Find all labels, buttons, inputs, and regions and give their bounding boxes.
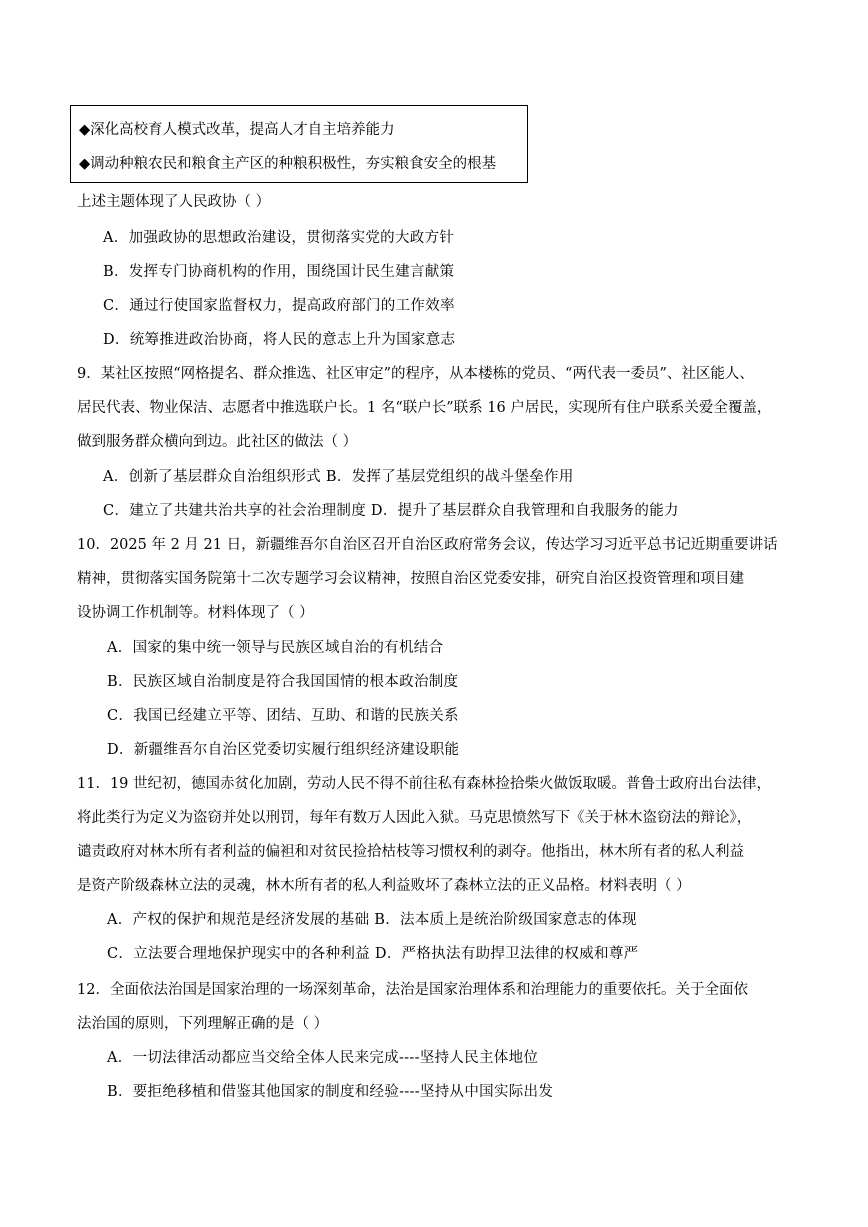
q8-option-a: A．加强政协的思想政治建设，贯彻落实党的大政方针 [103, 230, 455, 246]
theme-bullet-1: ◆深化高校育人模式改革，提高人才自主培养能力 [79, 122, 395, 138]
q9-stem-line-3: 做到服务群众横向到边。此社区的做法（ ） [77, 434, 358, 450]
q11-options-ab: A．产权的保护和规范是经济发展的基础 B．法本质上是统治阶级国家意志的体现 [107, 912, 637, 928]
q12-stem-line-2: 法治国的原则，下列理解正确的是（ ） [77, 1016, 329, 1032]
q8-option-b: B．发挥专门协商机构的作用，围绕国计民生建言献策 [103, 264, 455, 280]
q9-stem-line-1: 9．某社区按照“网格提名、群众推选、社区审定”的程序，从本楼栋的党员、“两代表一委员”、社区能人、 [77, 366, 754, 382]
q10-option-d: D．新疆维吾尔自治区党委切实履行组织经济建设职能 [107, 742, 460, 758]
q11-options-cd: C．立法要合理地保护现实中的各种利益 D．严格执法有助捍卫法律的权威和尊严 [107, 946, 639, 962]
q12-stem-line-1: 12．全面依法治国是国家治理的一场深刻革命，法治是国家治理体系和治理能力的重要依托。关于全面依 [77, 982, 748, 998]
q12-option-a: A．一切法律活动都应当交给全体人民来完成----坚持人民主体地位 [107, 1050, 539, 1066]
q10-option-a: A．国家的集中统一领导与民族区域自治的有机结合 [107, 640, 444, 656]
q11-stem-line-3: 谴责政府对林木所有者利益的偏袒和对贫民捡拾枯枝等习惯权利的剥夺。他指出，林木所有者的私人利益 [77, 844, 744, 860]
q9-stem-line-2: 居民代表、物业保洁、志愿者中推选联户长。1 名“联户长”联系 16 户居民，实现所有住户联系关爱全覆盖， [77, 400, 772, 416]
q10-stem-line-1: 10．2025 年 2 月 21 日，新疆维吾尔自治区召开自治区政府常务会议，传达学习习近平总书记近期重要讲话 [77, 537, 778, 553]
theme-bullet-2: ◆调动种粮农民和粮食主产区的种粮积极性，夯实粮食安全的根基 [79, 156, 497, 172]
q9-options-ab: A．创新了基层群众自治组织形式 B．发挥了基层党组织的战斗堡垒作用 [103, 469, 574, 485]
q11-stem-line-1: 11．19 世纪初，德国赤贫化加剧，劳动人民不得不前往私有森林捡拾柴火做饭取暖。普鲁士政府出台法律， [77, 776, 772, 792]
q10-stem-line-3: 设协调工作机制等。材料体现了（ ） [77, 605, 314, 621]
q10-stem-line-2: 精神，贯彻落实国务院第十二次专题学习会议精神，按照自治区党委安排，研究自治区投资管理和项目建 [77, 571, 744, 587]
q8-option-d: D．统筹推进政治协商，将人民的意志上升为国家意志 [103, 332, 456, 348]
q9-options-cd: C．建立了共建共治共享的社会治理制度 D．提升了基层群众自我管理和自我服务的能力 [103, 503, 679, 519]
q12-option-b: B．要拒绝移植和借鉴其他国家的制度和经验----坚持从中国实际出发 [107, 1084, 554, 1100]
q10-option-b: B．民族区域自治制度是符合我国国情的根本政治制度 [107, 674, 459, 690]
q11-stem-line-4: 是资产阶级森林立法的灵魂，林木所有者的私人利益败坏了森林立法的正义品格。材料表明（ ） [77, 878, 691, 894]
q8-stem: 上述主题体现了人民政协（ ） [77, 194, 271, 210]
q11-stem-line-2: 将此类行为定义为盗窃并处以刑罚，每年有数万人因此入狱。马克思愤然写下《关于林木盗窃法的辩论》， [77, 810, 752, 826]
q8-option-c: C．通过行使国家监督权力，提高政府部门的工作效率 [103, 298, 455, 314]
q10-option-c: C．我国已经建立平等、团结、互助、和谐的民族关系 [107, 708, 459, 724]
